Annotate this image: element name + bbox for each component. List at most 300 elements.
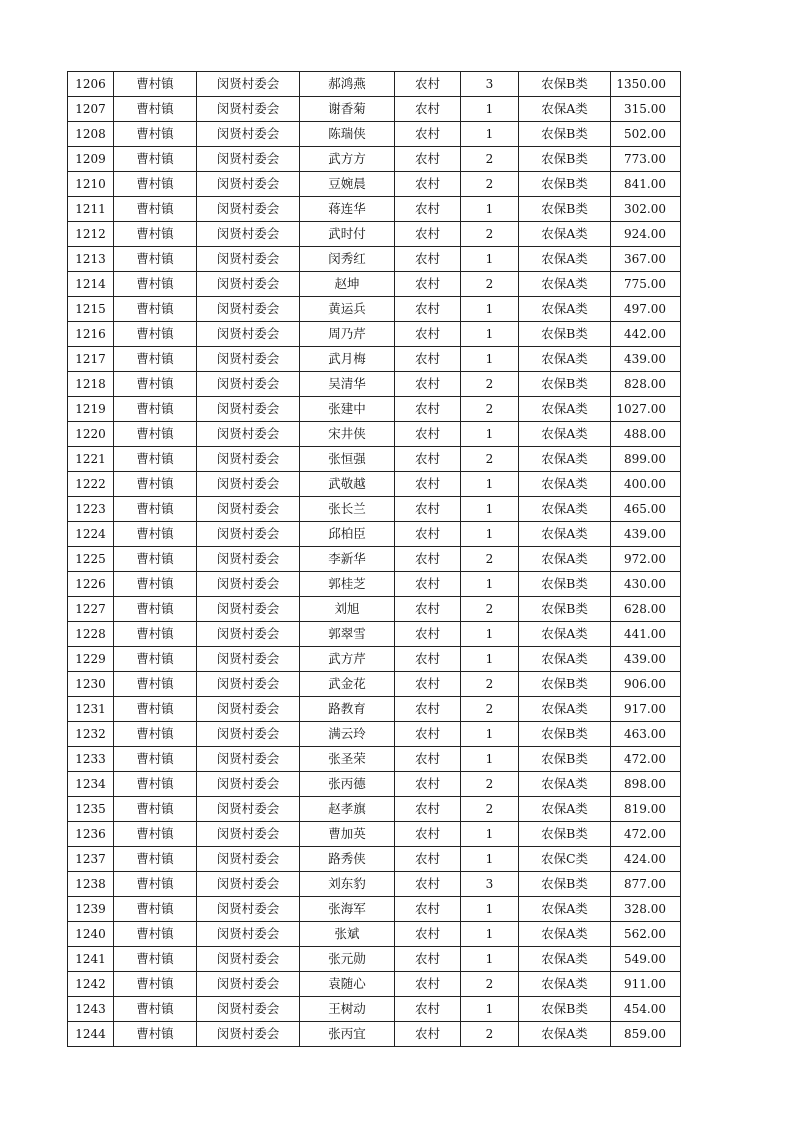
cell-insurance-category: 农保A类 [519, 497, 611, 522]
cell-amount: 502.00 [611, 122, 681, 147]
cell-person-name: 武方芹 [300, 647, 395, 672]
cell-area-type: 农村 [395, 922, 461, 947]
cell-row-index: 1234 [68, 772, 114, 797]
table-row [68, 1022, 681, 1047]
cell-village-committee: 闵贤村委会 [197, 172, 300, 197]
cell-area-type: 农村 [395, 872, 461, 897]
cell-town: 曹村镇 [114, 697, 197, 722]
cell-town: 曹村镇 [114, 247, 197, 272]
cell-amount: 906.00 [611, 672, 681, 697]
cell-town: 曹村镇 [114, 722, 197, 747]
cell-town: 曹村镇 [114, 822, 197, 847]
cell-town: 曹村镇 [114, 172, 197, 197]
cell-person-name: 郭翠雪 [300, 622, 395, 647]
table-row [68, 872, 681, 897]
cell-person-name: 张恒强 [300, 447, 395, 472]
cell-village-committee: 闵贤村委会 [197, 897, 300, 922]
cell-row-index: 1233 [68, 747, 114, 772]
cell-insurance-category: 农保B类 [519, 172, 611, 197]
cell-person-name: 蒋连华 [300, 197, 395, 222]
cell-person-name: 赵坤 [300, 272, 395, 297]
cell-area-type: 农村 [395, 997, 461, 1022]
cell-area-type: 农村 [395, 247, 461, 272]
cell-household-size: 1 [461, 97, 519, 122]
cell-household-size: 2 [461, 447, 519, 472]
cell-household-size: 1 [461, 322, 519, 347]
cell-row-index: 1223 [68, 497, 114, 522]
cell-town: 曹村镇 [114, 522, 197, 547]
cell-area-type: 农村 [395, 797, 461, 822]
cell-household-size: 1 [461, 122, 519, 147]
cell-area-type: 农村 [395, 622, 461, 647]
cell-town: 曹村镇 [114, 797, 197, 822]
table-row [68, 647, 681, 672]
cell-person-name: 赵孝旗 [300, 797, 395, 822]
cell-area-type: 农村 [395, 147, 461, 172]
cell-amount: 877.00 [611, 872, 681, 897]
cell-village-committee: 闵贤村委会 [197, 672, 300, 697]
cell-amount: 773.00 [611, 147, 681, 172]
cell-person-name: 张建中 [300, 397, 395, 422]
cell-area-type: 农村 [395, 297, 461, 322]
cell-household-size: 2 [461, 772, 519, 797]
cell-insurance-category: 农保A类 [519, 272, 611, 297]
cell-household-size: 2 [461, 222, 519, 247]
cell-area-type: 农村 [395, 772, 461, 797]
table-row [68, 372, 681, 397]
cell-area-type: 农村 [395, 547, 461, 572]
cell-household-size: 1 [461, 522, 519, 547]
cell-person-name: 周乃芹 [300, 322, 395, 347]
cell-insurance-category: 农保A类 [519, 97, 611, 122]
cell-village-committee: 闵贤村委会 [197, 522, 300, 547]
cell-village-committee: 闵贤村委会 [197, 572, 300, 597]
table-row [68, 72, 681, 97]
cell-person-name: 满云玲 [300, 722, 395, 747]
cell-person-name: 张长兰 [300, 497, 395, 522]
cell-insurance-category: 农保B类 [519, 672, 611, 697]
cell-amount: 442.00 [611, 322, 681, 347]
cell-amount: 400.00 [611, 472, 681, 497]
cell-amount: 439.00 [611, 347, 681, 372]
cell-amount: 328.00 [611, 897, 681, 922]
cell-insurance-category: 农保A类 [519, 647, 611, 672]
cell-amount: 315.00 [611, 97, 681, 122]
cell-town: 曹村镇 [114, 72, 197, 97]
cell-village-committee: 闵贤村委会 [197, 797, 300, 822]
cell-insurance-category: 农保A类 [519, 697, 611, 722]
cell-household-size: 1 [461, 572, 519, 597]
cell-village-committee: 闵贤村委会 [197, 397, 300, 422]
table-row [68, 922, 681, 947]
cell-insurance-category: 农保B类 [519, 372, 611, 397]
cell-village-committee: 闵贤村委会 [197, 772, 300, 797]
cell-area-type: 农村 [395, 947, 461, 972]
cell-amount: 1350.00 [611, 72, 681, 97]
cell-amount: 441.00 [611, 622, 681, 647]
cell-household-size: 1 [461, 247, 519, 272]
cell-town: 曹村镇 [114, 597, 197, 622]
cell-household-size: 2 [461, 597, 519, 622]
cell-town: 曹村镇 [114, 672, 197, 697]
cell-town: 曹村镇 [114, 397, 197, 422]
cell-insurance-category: 农保B类 [519, 872, 611, 897]
cell-row-index: 1225 [68, 547, 114, 572]
cell-area-type: 农村 [395, 272, 461, 297]
cell-amount: 562.00 [611, 922, 681, 947]
cell-area-type: 农村 [395, 747, 461, 772]
cell-village-committee: 闵贤村委会 [197, 72, 300, 97]
cell-amount: 972.00 [611, 547, 681, 572]
cell-amount: 488.00 [611, 422, 681, 447]
cell-area-type: 农村 [395, 172, 461, 197]
cell-area-type: 农村 [395, 647, 461, 672]
table-row [68, 597, 681, 622]
cell-insurance-category: 农保B类 [519, 747, 611, 772]
cell-village-committee: 闵贤村委会 [197, 497, 300, 522]
cell-row-index: 1238 [68, 872, 114, 897]
cell-person-name: 闵秀红 [300, 247, 395, 272]
cell-area-type: 农村 [395, 347, 461, 372]
cell-village-committee: 闵贤村委会 [197, 547, 300, 572]
cell-household-size: 2 [461, 697, 519, 722]
table-row [68, 347, 681, 372]
cell-amount: 465.00 [611, 497, 681, 522]
table-row [68, 497, 681, 522]
table-row [68, 772, 681, 797]
cell-area-type: 农村 [395, 672, 461, 697]
cell-person-name: 吴清华 [300, 372, 395, 397]
cell-person-name: 黄运兵 [300, 297, 395, 322]
cell-village-committee: 闵贤村委会 [197, 822, 300, 847]
cell-household-size: 2 [461, 797, 519, 822]
cell-village-committee: 闵贤村委会 [197, 922, 300, 947]
cell-amount: 775.00 [611, 272, 681, 297]
cell-area-type: 农村 [395, 847, 461, 872]
cell-household-size: 1 [461, 997, 519, 1022]
cell-person-name: 王树动 [300, 997, 395, 1022]
cell-amount: 472.00 [611, 822, 681, 847]
cell-town: 曹村镇 [114, 422, 197, 447]
cell-person-name: 刘东豹 [300, 872, 395, 897]
table-row [68, 722, 681, 747]
cell-insurance-category: 农保A类 [519, 922, 611, 947]
cell-person-name: 张圣荣 [300, 747, 395, 772]
cell-area-type: 农村 [395, 597, 461, 622]
cell-town: 曹村镇 [114, 497, 197, 522]
table-row [68, 622, 681, 647]
cell-row-index: 1231 [68, 697, 114, 722]
cell-insurance-category: 农保A类 [519, 347, 611, 372]
cell-town: 曹村镇 [114, 222, 197, 247]
cell-insurance-category: 农保B类 [519, 197, 611, 222]
cell-row-index: 1214 [68, 272, 114, 297]
cell-village-committee: 闵贤村委会 [197, 872, 300, 897]
table-row [68, 547, 681, 572]
cell-household-size: 1 [461, 197, 519, 222]
cell-town: 曹村镇 [114, 372, 197, 397]
table-row [68, 422, 681, 447]
table-row [68, 822, 681, 847]
cell-row-index: 1213 [68, 247, 114, 272]
cell-row-index: 1217 [68, 347, 114, 372]
table-row [68, 222, 681, 247]
cell-village-committee: 闵贤村委会 [197, 297, 300, 322]
cell-insurance-category: 农保B类 [519, 722, 611, 747]
cell-insurance-category: 农保A类 [519, 297, 611, 322]
cell-household-size: 1 [461, 422, 519, 447]
cell-insurance-category: 农保A类 [519, 397, 611, 422]
cell-insurance-category: 农保B类 [519, 997, 611, 1022]
cell-amount: 424.00 [611, 847, 681, 872]
cell-insurance-category: 农保A类 [519, 522, 611, 547]
cell-amount: 859.00 [611, 1022, 681, 1047]
cell-amount: 828.00 [611, 372, 681, 397]
cell-row-index: 1215 [68, 297, 114, 322]
cell-area-type: 农村 [395, 1022, 461, 1047]
cell-amount: 472.00 [611, 747, 681, 772]
cell-insurance-category: 农保A类 [519, 222, 611, 247]
cell-town: 曹村镇 [114, 122, 197, 147]
cell-area-type: 农村 [395, 122, 461, 147]
cell-area-type: 农村 [395, 972, 461, 997]
cell-household-size: 2 [461, 972, 519, 997]
cell-insurance-category: 农保B类 [519, 597, 611, 622]
table-row [68, 472, 681, 497]
cell-town: 曹村镇 [114, 972, 197, 997]
cell-village-committee: 闵贤村委会 [197, 97, 300, 122]
table-body [68, 72, 681, 1047]
cell-row-index: 1222 [68, 472, 114, 497]
cell-row-index: 1232 [68, 722, 114, 747]
cell-town: 曹村镇 [114, 447, 197, 472]
cell-area-type: 农村 [395, 72, 461, 97]
cell-village-committee: 闵贤村委会 [197, 472, 300, 497]
cell-village-committee: 闵贤村委会 [197, 947, 300, 972]
cell-area-type: 农村 [395, 197, 461, 222]
cell-area-type: 农村 [395, 572, 461, 597]
cell-row-index: 1239 [68, 897, 114, 922]
cell-person-name: 路秀侠 [300, 847, 395, 872]
table-row [68, 147, 681, 172]
cell-town: 曹村镇 [114, 847, 197, 872]
cell-village-committee: 闵贤村委会 [197, 647, 300, 672]
cell-village-committee: 闵贤村委会 [197, 1022, 300, 1047]
cell-village-committee: 闵贤村委会 [197, 197, 300, 222]
table-row [68, 847, 681, 872]
cell-household-size: 1 [461, 622, 519, 647]
cell-person-name: 谢香菊 [300, 97, 395, 122]
cell-insurance-category: 农保B类 [519, 147, 611, 172]
cell-household-size: 1 [461, 297, 519, 322]
cell-row-index: 1212 [68, 222, 114, 247]
cell-household-size: 1 [461, 497, 519, 522]
cell-insurance-category: 农保A类 [519, 797, 611, 822]
cell-area-type: 农村 [395, 522, 461, 547]
cell-person-name: 武敬越 [300, 472, 395, 497]
cell-row-index: 1228 [68, 622, 114, 647]
cell-village-committee: 闵贤村委会 [197, 997, 300, 1022]
cell-area-type: 农村 [395, 97, 461, 122]
cell-person-name: 武金花 [300, 672, 395, 697]
cell-town: 曹村镇 [114, 947, 197, 972]
cell-insurance-category: 农保B类 [519, 322, 611, 347]
cell-town: 曹村镇 [114, 297, 197, 322]
cell-person-name: 陈瑞侠 [300, 122, 395, 147]
cell-row-index: 1244 [68, 1022, 114, 1047]
table-row [68, 897, 681, 922]
table-row [68, 447, 681, 472]
cell-amount: 439.00 [611, 522, 681, 547]
cell-row-index: 1226 [68, 572, 114, 597]
cell-amount: 898.00 [611, 772, 681, 797]
cell-village-committee: 闵贤村委会 [197, 422, 300, 447]
table-row [68, 97, 681, 122]
cell-insurance-category: 农保A类 [519, 472, 611, 497]
cell-insurance-category: 农保A类 [519, 622, 611, 647]
cell-person-name: 袁随心 [300, 972, 395, 997]
cell-insurance-category: 农保A类 [519, 1022, 611, 1047]
cell-town: 曹村镇 [114, 97, 197, 122]
cell-village-committee: 闵贤村委会 [197, 222, 300, 247]
cell-amount: 497.00 [611, 297, 681, 322]
table-row [68, 297, 681, 322]
cell-insurance-category: 农保A类 [519, 447, 611, 472]
cell-person-name: 刘旭 [300, 597, 395, 622]
cell-person-name: 张斌 [300, 922, 395, 947]
cell-village-committee: 闵贤村委会 [197, 372, 300, 397]
cell-row-index: 1243 [68, 997, 114, 1022]
data-table [67, 71, 681, 1047]
cell-amount: 841.00 [611, 172, 681, 197]
cell-person-name: 武方方 [300, 147, 395, 172]
cell-insurance-category: 农保B类 [519, 572, 611, 597]
cell-row-index: 1211 [68, 197, 114, 222]
cell-person-name: 路教育 [300, 697, 395, 722]
table-row [68, 747, 681, 772]
cell-area-type: 农村 [395, 222, 461, 247]
cell-person-name: 豆婉晨 [300, 172, 395, 197]
cell-person-name: 张海军 [300, 897, 395, 922]
cell-town: 曹村镇 [114, 897, 197, 922]
cell-village-committee: 闵贤村委会 [197, 247, 300, 272]
cell-town: 曹村镇 [114, 1022, 197, 1047]
cell-insurance-category: 农保A类 [519, 947, 611, 972]
table-row [68, 672, 681, 697]
cell-person-name: 宋井侠 [300, 422, 395, 447]
cell-town: 曹村镇 [114, 572, 197, 597]
cell-town: 曹村镇 [114, 322, 197, 347]
cell-town: 曹村镇 [114, 622, 197, 647]
cell-village-committee: 闵贤村委会 [197, 272, 300, 297]
cell-amount: 917.00 [611, 697, 681, 722]
cell-person-name: 郝鸿燕 [300, 72, 395, 97]
cell-row-index: 1241 [68, 947, 114, 972]
table-row [68, 272, 681, 297]
cell-insurance-category: 农保A类 [519, 972, 611, 997]
table-row [68, 697, 681, 722]
table-row [68, 122, 681, 147]
cell-row-index: 1210 [68, 172, 114, 197]
cell-household-size: 2 [461, 672, 519, 697]
cell-household-size: 2 [461, 272, 519, 297]
cell-household-size: 1 [461, 822, 519, 847]
table-row [68, 197, 681, 222]
cell-town: 曹村镇 [114, 872, 197, 897]
cell-village-committee: 闵贤村委会 [197, 847, 300, 872]
cell-person-name: 张丙宜 [300, 1022, 395, 1047]
cell-person-name: 曹加英 [300, 822, 395, 847]
table-row [68, 797, 681, 822]
cell-insurance-category: 农保B类 [519, 122, 611, 147]
table-row [68, 572, 681, 597]
cell-household-size: 2 [461, 397, 519, 422]
cell-area-type: 农村 [395, 722, 461, 747]
cell-row-index: 1207 [68, 97, 114, 122]
cell-person-name: 武月梅 [300, 347, 395, 372]
cell-village-committee: 闵贤村委会 [197, 122, 300, 147]
cell-village-committee: 闵贤村委会 [197, 622, 300, 647]
cell-row-index: 1230 [68, 672, 114, 697]
cell-household-size: 1 [461, 647, 519, 672]
cell-town: 曹村镇 [114, 747, 197, 772]
cell-town: 曹村镇 [114, 547, 197, 572]
cell-row-index: 1208 [68, 122, 114, 147]
cell-town: 曹村镇 [114, 772, 197, 797]
cell-row-index: 1209 [68, 147, 114, 172]
cell-amount: 454.00 [611, 997, 681, 1022]
cell-row-index: 1206 [68, 72, 114, 97]
cell-area-type: 农村 [395, 322, 461, 347]
cell-village-committee: 闵贤村委会 [197, 747, 300, 772]
cell-insurance-category: 农保A类 [519, 772, 611, 797]
cell-village-committee: 闵贤村委会 [197, 697, 300, 722]
cell-household-size: 2 [461, 547, 519, 572]
cell-village-committee: 闵贤村委会 [197, 597, 300, 622]
cell-amount: 439.00 [611, 647, 681, 672]
cell-person-name: 李新华 [300, 547, 395, 572]
cell-person-name: 邱柏臣 [300, 522, 395, 547]
cell-village-committee: 闵贤村委会 [197, 722, 300, 747]
cell-household-size: 1 [461, 897, 519, 922]
cell-area-type: 农村 [395, 447, 461, 472]
cell-insurance-category: 农保C类 [519, 847, 611, 872]
cell-amount: 924.00 [611, 222, 681, 247]
cell-household-size: 1 [461, 722, 519, 747]
cell-row-index: 1220 [68, 422, 114, 447]
cell-village-committee: 闵贤村委会 [197, 347, 300, 372]
cell-row-index: 1242 [68, 972, 114, 997]
table-row [68, 997, 681, 1022]
cell-row-index: 1224 [68, 522, 114, 547]
cell-insurance-category: 农保A类 [519, 247, 611, 272]
cell-row-index: 1218 [68, 372, 114, 397]
cell-amount: 549.00 [611, 947, 681, 972]
cell-amount: 819.00 [611, 797, 681, 822]
cell-row-index: 1216 [68, 322, 114, 347]
table-row [68, 397, 681, 422]
cell-row-index: 1237 [68, 847, 114, 872]
cell-insurance-category: 农保B类 [519, 72, 611, 97]
cell-person-name: 武时付 [300, 222, 395, 247]
cell-row-index: 1229 [68, 647, 114, 672]
cell-household-size: 2 [461, 372, 519, 397]
cell-area-type: 农村 [395, 822, 461, 847]
cell-area-type: 农村 [395, 372, 461, 397]
cell-insurance-category: 农保A类 [519, 422, 611, 447]
cell-town: 曹村镇 [114, 197, 197, 222]
cell-area-type: 农村 [395, 472, 461, 497]
